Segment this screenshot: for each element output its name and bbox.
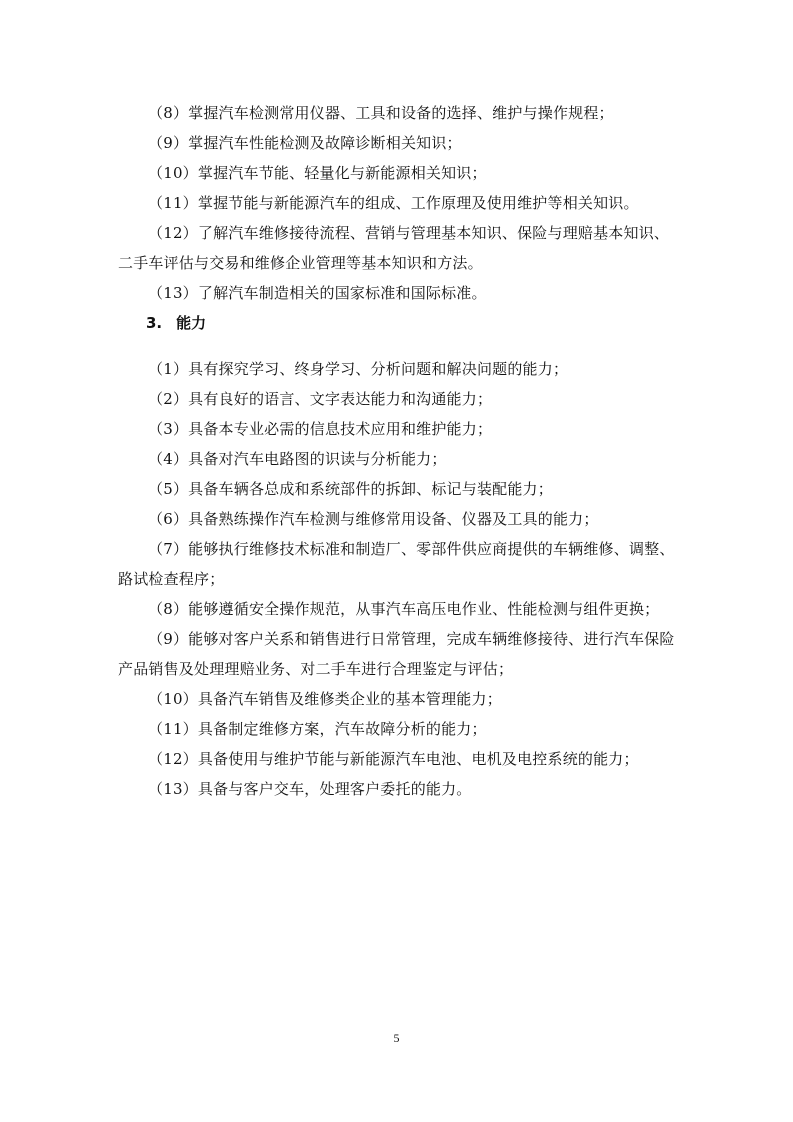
list-item: （7）能够执行维修技术标准和制造厂、零部件供应商提供的车辆维修、调整、路试检查程序； — [118, 540, 675, 588]
page-number: 5 — [393, 1031, 400, 1045]
list-item: （9）能够对客户关系和销售进行日常管理，完成车辆维修接待、进行汽车保险产品销售及处理理赔业务、对二手车进行合理鉴定与评估； — [118, 630, 675, 678]
list-item: （6）具备熟练操作汽车检测与维修常用设备、仪器及工具的能力； — [148, 510, 599, 528]
list-item: （10）具备汽车销售及维修类企业的基本管理能力； — [148, 690, 502, 708]
ability-list — [118, 354, 683, 804]
list-item: （10）掌握汽车节能、轻量化与新能源相关知识； — [148, 164, 487, 182]
list-item: （11）具备制定维修方案，汽车故障分析的能力； — [148, 720, 487, 738]
list-item: （8）掌握汽车检测常用仪器、工具和设备的选择、维护与操作规程； — [148, 104, 614, 122]
list-item: （1）具有探究学习、终身学习、分析问题和解决问题的能力； — [148, 360, 569, 378]
list-item: （9）掌握汽车性能检测及故障诊断相关知识； — [148, 134, 462, 152]
list-item: （3）具备本专业必需的信息技术应用和维护能力； — [148, 420, 493, 438]
list-item: （12）了解汽车维修接待流程、营销与管理基本知识、保险与理赔基本知识、二手车评估与交易和维修企业管理等基本知识和方法。 — [118, 224, 670, 272]
knowledge-list — [118, 98, 683, 308]
list-item: （2）具有良好的语言、文字表达能力和沟通能力； — [148, 390, 493, 408]
section-heading — [118, 308, 683, 338]
list-item: （5）具备车辆各总成和系统部件的拆卸、标记与装配能力； — [148, 480, 553, 498]
list-item: （13）了解汽车制造相关的国家标准和国际标准。 — [148, 284, 487, 302]
section-number: 3. — [146, 314, 163, 332]
list-item: （13）具备与客户交车，处理客户委托的能力。 — [148, 780, 472, 798]
list-item: （11）掌握节能与新能源汽车的组成、工作原理及使用维护等相关知识。 — [148, 194, 639, 212]
list-item: （12）具备使用与维护节能与新能源汽车电池、电机及电控系统的能力； — [148, 750, 639, 768]
list-item: （8）能够遵循安全操作规范，从事汽车高压电作业、性能检测与组件更换； — [148, 600, 660, 618]
list-item: （4）具备对汽车电路图的识读与分析能力； — [148, 450, 447, 468]
section-title: 能力 — [176, 314, 207, 332]
page-content — [118, 98, 683, 804]
